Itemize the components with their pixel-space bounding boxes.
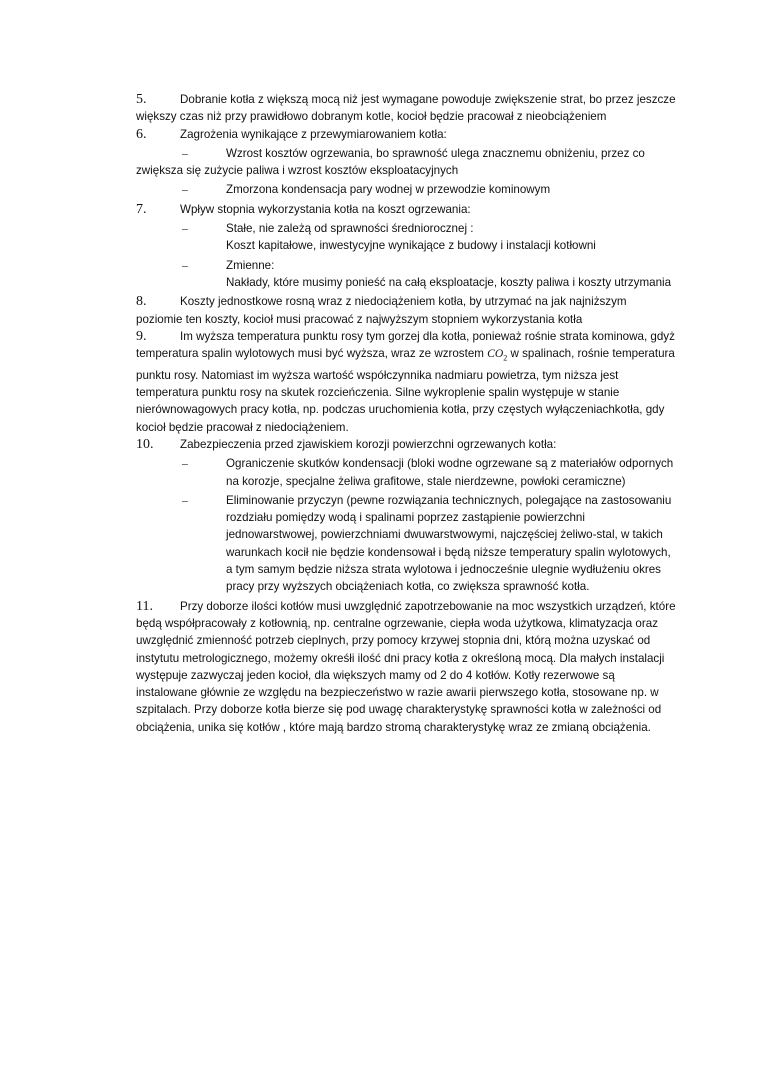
item-number: 5. [136, 92, 147, 107]
dash-bullet: – [182, 258, 188, 272]
list-item-6 [136, 126, 676, 143]
sub-item [136, 455, 676, 490]
sub-item-text: Wzrost kosztów ogrzewania, bo sprawność ulega znacznemu obniżeniu, przez co zwiększa się zużycie paliwa i wzrost kosztów eksploatacyjnych [136, 146, 645, 178]
sub-item-heading: Stałe, nie zależą od sprawności średniorocznej : [226, 222, 474, 236]
dash-bullet: – [182, 493, 188, 507]
item-text: Przy doborze ilości kotłów musi uwzględnić zapotrzebowanie na moc wszystkich urządzeń, które będą współpracowały z kotłownią, np. centralne ogrzewanie, ciepła woda użytkowa, klimatyzacja oraz uwzględnić zmienność potrzeb cieplnych, przy pomocy krzywej stopnia dni, którą można uzyskać od instytutu metrologicznego, możemy okreśłi ilość dni pracy kotła z określoną mocą. Dla małych instalacji występuje zazwyczaj jeden kocioł, dla większych mamy od 2 do 4 kotłów. Kotły rezerwowe są instalowane głównie ze względu na bezpieczeństwo w razie awarii pierwszego kotła, stosowane np. w szpitalach. Przy doborze kotła bierze się pod uwagę charakterystykę sprawności kotła w zależności od obciążenia, unika się kotłów , które mają bardzo stromą charakterystykę wraz ze zmianą obciążenia. [136, 599, 676, 734]
dash-bullet: – [182, 146, 188, 160]
list-item-7 [136, 201, 676, 218]
item-number: 11. [136, 598, 153, 614]
sub-item-text: Zmorzona kondensacja pary wodnej w przewodzie kominowym [226, 183, 551, 197]
item-text: Zabezpieczenia przed zjawiskiem korozji powierzchni ogrzewanych kotła: [180, 437, 557, 451]
list-item-5 [136, 91, 676, 126]
item-number: 7. [136, 201, 147, 217]
sub-item-text: Ograniczenie skutków kondensacji (bloki wodne ogrzewane są z materiałów odpornych na korozje, specjalne żeliwa grafitowe, stale nierdzewne, powłoki ceramiczne) [226, 457, 674, 488]
sub-item [136, 492, 676, 596]
sub-item-heading: Zmienne: [226, 258, 275, 272]
dash-bullet: – [182, 183, 188, 197]
document-body [136, 91, 676, 736]
list-item-11 [136, 598, 676, 736]
dash-bullet: – [182, 457, 188, 471]
item-text: Dobranie kotła z większą mocą niż jest wymagane powoduje zwiększenie strat, bo przez jeszcze większy czas niż przy prawidłowo dobranym kotle, kocioł będzie pracował z nieobciążeniem [136, 93, 676, 124]
item-text: Koszty jednostkowe rosną wraz z niedociążeniem kotła, by utrzymać na jak najniższym poziomie ten koszty, kocioł musi pracować z najwyższym stopniem wykorzystania kotła [136, 295, 627, 326]
item-text: Wpływ stopnia wykorzystania kotła na koszt ogrzewania: [180, 202, 471, 216]
item-number: 9. [136, 328, 147, 344]
item-number: 8. [136, 294, 147, 310]
item-text: Im wyższa temperatura punktu rosy tym gorzej dla kotła, ponieważ rośnie strata kominowa, gdyż temperatura spalin wylotowych musi być wyższa, wraz ze wzrostem [136, 329, 675, 361]
dash-bullet: – [182, 222, 188, 236]
item-text: Zagrożenia wynikające z przewymiarowaniem kotła: [180, 127, 447, 141]
co2-formula: $CO_2$ [487, 347, 508, 363]
sub-item-text: Eliminowanie przyczyn (pewne rozwiązania technicznych, polegające na zastosowaniu rozdziału pomiędzy wodą i spalinami poprzez zastąpienie powierzchni jednowarstwowej, powierzchniami dwuwarstwowymi, najczęściej żeliwo-stal, w takich warunkach kocił nie będzie kondensował i będą niższe temperatury spalin wylotowych, a tym samym będzie niższa strata wylotowa i jednocześnie ulegnie wydłużeniu okres pracy przy wyższych obciążeniach kotła, co zwiększa sprawność kotła. [226, 493, 672, 594]
item-number: 10. [136, 436, 154, 452]
sub-item [136, 145, 676, 180]
sub-item [136, 181, 676, 198]
item-text-continued: w spalinach, rośnie temperatura punktu rosy. Natomiast im wyższa wartość współczynnika nadmiaru powietrza, tym niższa jest temperatura punktu rosy na skutek rozcieńczenia. Silne wykroplenie spalin występuje w stanie nierównowagowych pracy kotła, np. podczas uruchomienia kotła, przy częstych wyłączeniachkotła, gdy kocioł będzie pracował z niedociążeniem. [136, 347, 675, 434]
sub-item [136, 220, 676, 255]
item-number: 6. [136, 126, 147, 142]
sub-item-text: Koszt kapitałowe, inwestycyjne wynikające z budowy i instalacji kotłowni [226, 239, 596, 253]
list-item-10 [136, 436, 676, 453]
sub-item-text: Nakłady, które musimy ponieść na całą eksploatacje, koszty paliwa i koszty utrzymania [226, 275, 672, 289]
sub-item [136, 257, 676, 292]
list-item-9 [136, 328, 676, 436]
list-item-8 [136, 293, 676, 328]
